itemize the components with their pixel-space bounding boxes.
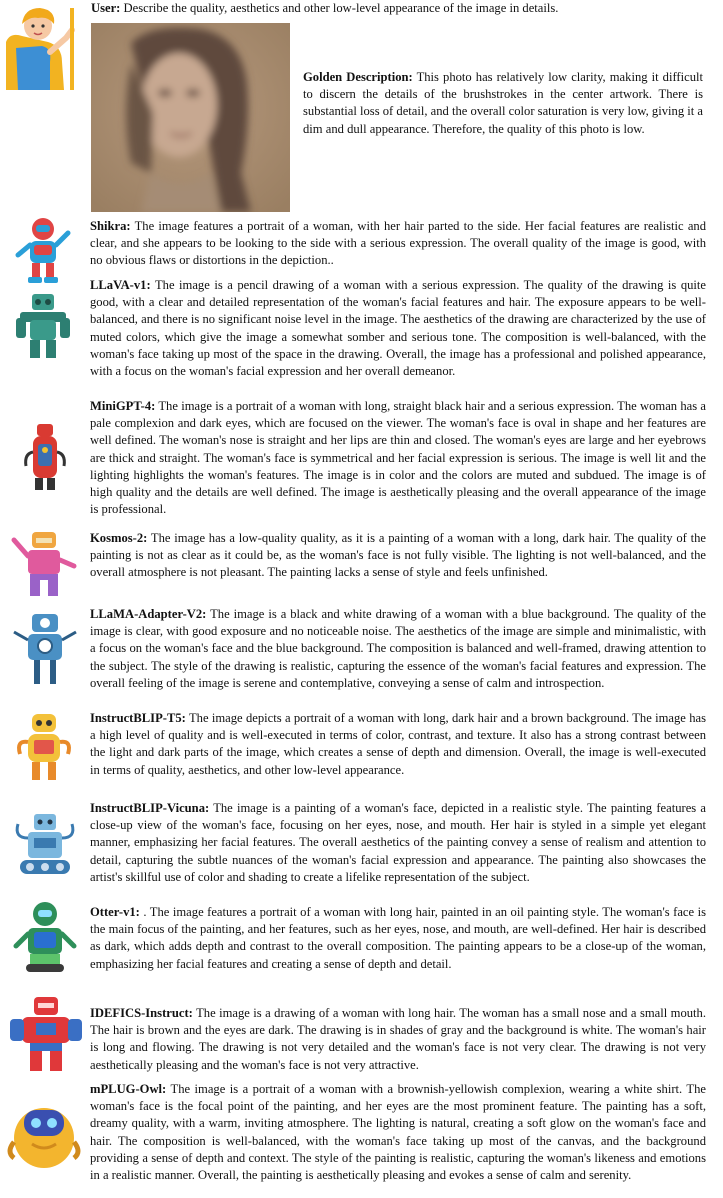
response-otter bbox=[90, 904, 706, 973]
user-speaker: User: bbox=[91, 1, 121, 15]
response-text: The image is a portrait of a woman with long, straight black hair and a serious expression. The woman has a pale complexion and dark eyes, which are focused on the viewer. The woman's face is oval in shape and her features are well defined. The woman's nose is straight and her lips are thin and closed. The woman's eyes are large and her eyebrows are thick and straight. The woman's face is symmetrical and her facial expression is serious. The image is well lit and the lighting highlights the woman's features. The image is in color and the colors are muted and subdued. The image is of high quality and the details are well defined. The image is aesthetically pleasing and the overall appearance of the image is professional. bbox=[90, 399, 707, 517]
user-prompt bbox=[91, 0, 711, 17]
robot-avatar-shikra bbox=[12, 215, 74, 285]
model-name: LLaMA-Adapter-V2: bbox=[90, 607, 207, 621]
response-text: The image depicts a portrait of a woman with long, dark hair and a brown background. The image has a high level of quality and is well-executed in terms of color, contrast, and texture. It also has a strong contrast between the light and dark parts of the image, which creates a sense of depth and dimension. Overall, the image is well-executed in terms of quality, aesthetics, and other low-level appearance. bbox=[90, 711, 707, 777]
golden-text: This photo has relatively low clarity, making it difficult to discern the details of the brushstrokes in the center artwork. There is substantial loss of detail, and the overall color saturation is very low, giving it a dim and dull appearance. Therefore, the quality of this photo is low. bbox=[303, 70, 704, 136]
response-text: The image is a portrait of a woman with a brownish-yellowish complexion, wearing a white shirt. The woman's face is the focal point of the painting, and her eyes are the most prominent feature. The painting has a soft, dreamy quality, with a warm, inviting atmosphere. The lighting is natural, creating a soft glow on the woman's face and hair. The composition is well-balanced, with the woman's face taking up most of the canvas, and the background providing a sense of depth and context. The style of the painting is realistic, capturing the woman's likeness and emotions in a realistic manner. Overall, the painting is aesthetically pleasing and evokes a sense of calm and serenity. bbox=[90, 1082, 706, 1183]
response-kosmos2 bbox=[90, 530, 706, 582]
response-text: The image has a low-quality quality, as it is a painting of a woman with a long, dark hair. The quality of the painting is not as clear as it could be, as the woman's face is not fully visible. The lighting is not well-balanced, and the overall atmosphere is not pleasant. The painting lacks a sense of style and feels unfinished. bbox=[90, 531, 706, 580]
portrait-image bbox=[91, 23, 290, 212]
robot-avatar-kosmos2 bbox=[10, 530, 80, 600]
response-text: The image is a pencil drawing of a woman with a serious expression. The quality of the drawing is quite good, with a clear and detailed representation of the woman's facial features and hair. The exposure appears to be well-balanced, and there is no significant noise level in the image. The aesthetics of the drawing are characterized by the use of muted colors, which give the image a somewhat somber and serious tone. The composition is well-balanced, with the woman's face taking up most of the space in the drawing. Overall, the image has a professional and polished appearance, with a focus on the woman's facial expression and her overall demeanor. bbox=[90, 278, 707, 379]
robot-avatar-mplug-owl bbox=[4, 1092, 84, 1172]
response-text: The image features a portrait of a woman, with her hair parted to the side. Her facial features are realistic and clear, and she appears to be looking to the side with a serious expression. The overall quality of the image is good, with no obvious flaws or distortions in the depiction.. bbox=[90, 219, 707, 268]
model-name: Otter-v1: bbox=[90, 905, 140, 919]
response-idefics bbox=[90, 1005, 706, 1074]
model-name: MiniGPT-4: bbox=[90, 399, 156, 413]
robot-avatar-otter bbox=[10, 900, 80, 975]
robot-avatar-instructblip-vicuna bbox=[10, 812, 80, 882]
golden-description bbox=[303, 69, 703, 138]
response-shikra bbox=[90, 218, 706, 270]
model-name: IDEFICS-Instruct: bbox=[90, 1006, 193, 1020]
robot-avatar-minigpt4 bbox=[20, 424, 70, 494]
response-text: The image is a painting of a woman's face, depicted in a realistic style. The painting features a close-up view of the woman's face, focusing on her eyes, nose, and mouth. Her hair is styled in a simple yet elegant manner, emphasizing her facial features. The overall aesthetics of the painting convey a sense of realism and attention to detail, capturing the subtle nuances of the woman's facial expression and appearance. The painting also showcases the artist's skillful use of color and shading to create a lifelike representation of the subject. bbox=[90, 801, 706, 884]
robot-avatar-instructblip-t5 bbox=[14, 712, 74, 784]
model-name: LLaVA-v1: bbox=[90, 278, 151, 292]
response-text: . The image features a portrait of a woman with long hair, painted in an oil painting style. The woman's face is the main focus of the painting, and her features, such as her eyes, nose, and mouth, are well-defined. Her hair is described as dark, which adds depth and contrast to the overall composition. The painting appears to be a close-up of the woman, emphasizing her facial features and creating a sense of depth and detail. bbox=[90, 905, 706, 971]
response-mplug-owl bbox=[90, 1081, 706, 1184]
model-name: Kosmos-2: bbox=[90, 531, 148, 545]
robot-avatar-idefics bbox=[6, 995, 86, 1075]
golden-label: Golden Description: bbox=[303, 70, 413, 84]
user-prompt-text: Describe the quality, aesthetics and other low-level appearance of the image in details. bbox=[123, 1, 559, 15]
response-llama-adapter bbox=[90, 606, 706, 692]
response-minigpt4 bbox=[90, 398, 706, 518]
user-avatar bbox=[2, 2, 82, 90]
robot-avatar-llava bbox=[12, 292, 74, 362]
response-text: The image is a drawing of a woman with long hair. The woman has a small nose and a small mouth. The hair is brown and the eyes are dark. The drawing is in shades of gray and the background is white. The woman's hair is long and flowing. The drawing is not very detailed and the woman's face is not very clear. The drawing is not very aesthetically pleasing and the woman's face is not very attractive. bbox=[90, 1006, 707, 1072]
model-name: Shikra: bbox=[90, 219, 131, 233]
model-name: InstructBLIP-Vicuna: bbox=[90, 801, 210, 815]
robot-avatar-llama-adapter bbox=[10, 612, 80, 687]
model-name: mPLUG-Owl: bbox=[90, 1082, 167, 1096]
model-name: InstructBLIP-T5: bbox=[90, 711, 186, 725]
response-instructblip-vicuna bbox=[90, 800, 706, 886]
response-text: The image is a black and white drawing of a woman with a blue background. The quality of the image is clear, with good exposure and no noticeable noise. The aesthetics of the image are simple and minimalistic, with a focus on the woman's face and the blue background. The composition is balanced and well-framed, drawing attention to the subject. The style of the drawing is realistic, capturing the essence of the woman's facial features and expression. The overall feeling of the image is serene and contemplative, conveying a sense of calm and introspection. bbox=[90, 607, 706, 690]
response-llava bbox=[90, 277, 706, 380]
response-instructblip-t5 bbox=[90, 710, 706, 779]
